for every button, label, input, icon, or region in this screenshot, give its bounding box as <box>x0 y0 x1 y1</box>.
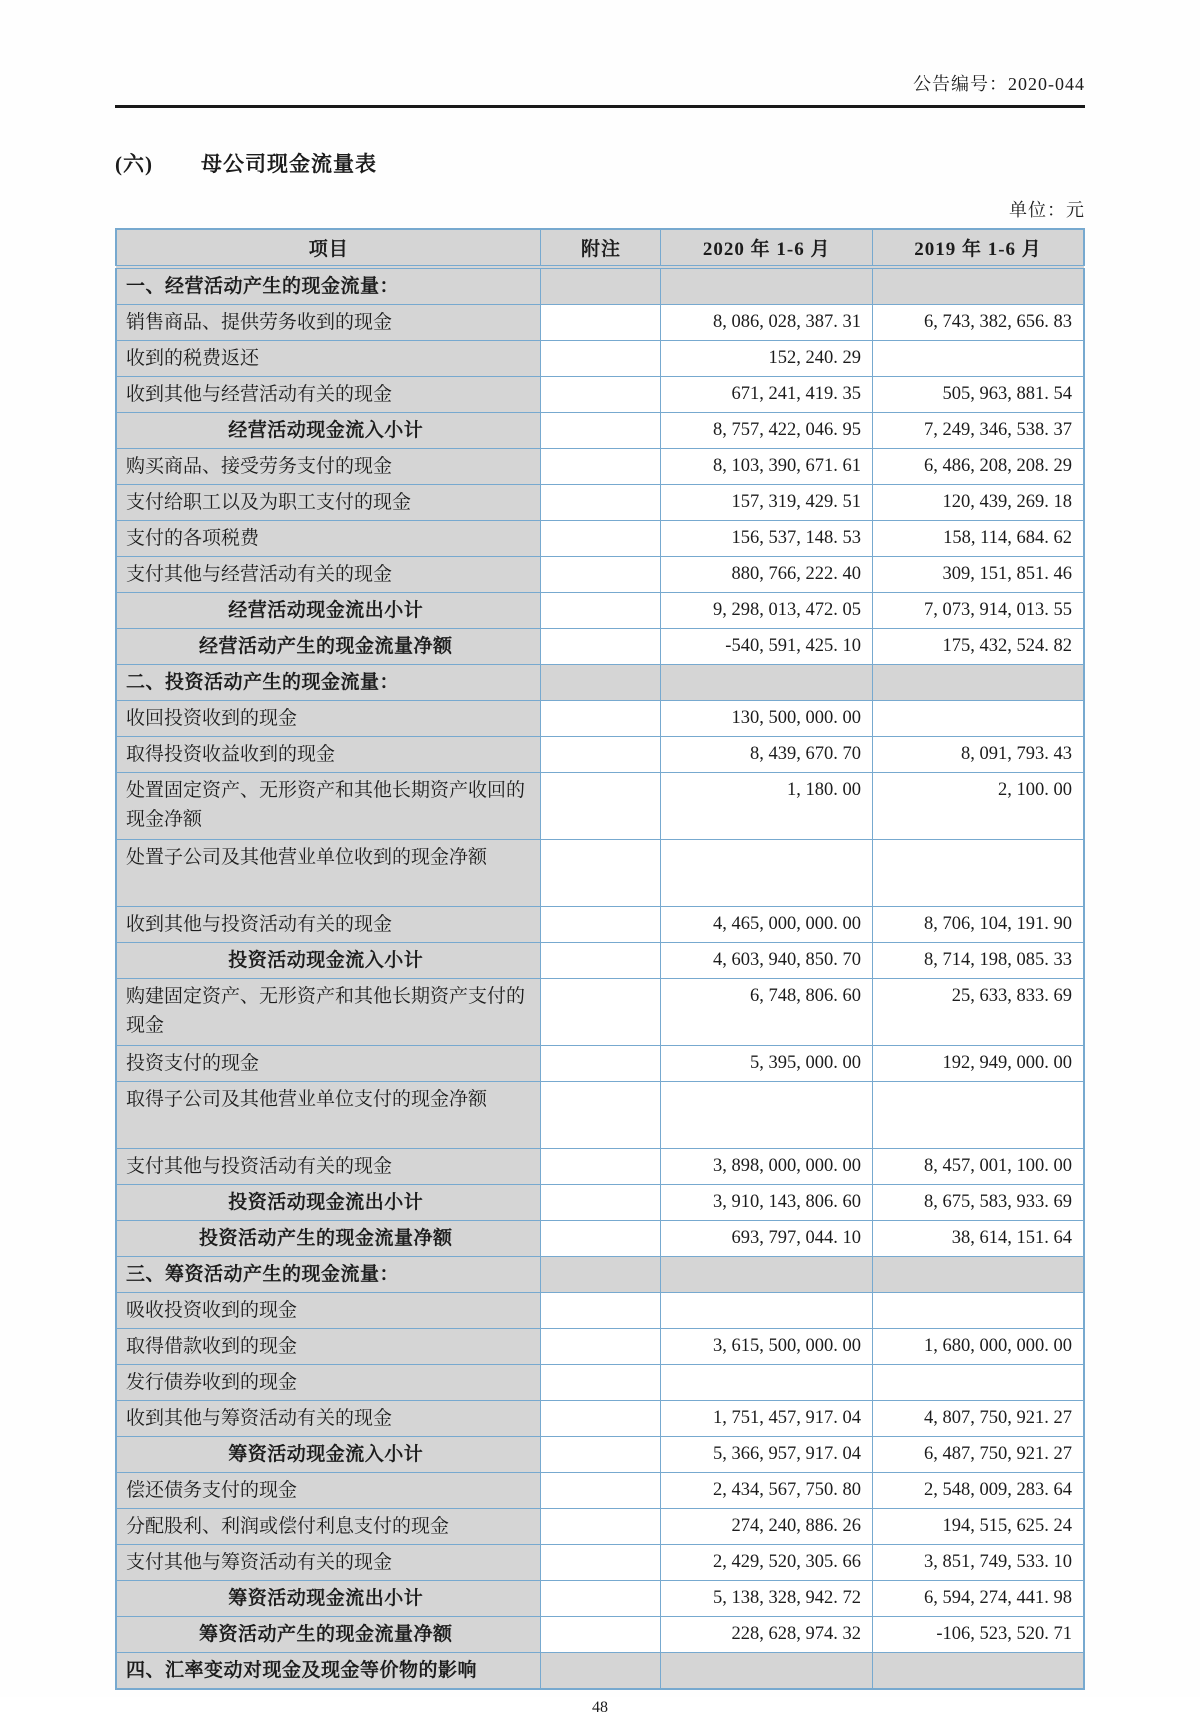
table-row <box>116 665 1084 701</box>
table-row <box>116 341 1084 377</box>
value-2020-cell: 693, 797, 044. 10 <box>661 1221 873 1257</box>
value-2019-cell: 6, 594, 274, 441. 98 <box>872 1581 1084 1617</box>
item-label-cell: 三、筹资活动产生的现金流量： <box>116 1257 541 1293</box>
value-2019-cell: 194, 515, 625. 24 <box>872 1509 1084 1545</box>
note-cell <box>541 267 661 305</box>
table-row <box>116 701 1084 737</box>
table-row <box>116 907 1084 943</box>
value-2019-cell <box>872 1082 1084 1149</box>
table-row <box>116 943 1084 979</box>
value-2019-cell <box>872 1653 1084 1690</box>
note-cell <box>541 1257 661 1293</box>
value-2019-cell <box>872 267 1084 305</box>
item-label-cell: 投资支付的现金 <box>116 1046 541 1082</box>
note-cell <box>541 1185 661 1221</box>
value-2020-cell: 156, 537, 148. 53 <box>661 521 873 557</box>
value-2020-cell: 152, 240. 29 <box>661 341 873 377</box>
announcement-number: 公告编号：2020-044 <box>913 74 1085 94</box>
value-2019-cell: 3, 851, 749, 533. 10 <box>872 1545 1084 1581</box>
table-row <box>116 413 1084 449</box>
value-2019-cell: 1, 680, 000, 000. 00 <box>872 1329 1084 1365</box>
column-header-2020: 2020 年 1-6 月 <box>661 229 873 267</box>
note-cell <box>541 1149 661 1185</box>
note-cell <box>541 413 661 449</box>
table-row <box>116 593 1084 629</box>
table-row <box>116 521 1084 557</box>
table-row <box>116 377 1084 413</box>
note-cell <box>541 1581 661 1617</box>
note-cell <box>541 341 661 377</box>
table-row <box>116 1149 1084 1185</box>
value-2019-cell: 7, 249, 346, 538. 37 <box>872 413 1084 449</box>
item-label-cell: 支付的各项税费 <box>116 521 541 557</box>
note-cell <box>541 1082 661 1149</box>
note-cell <box>541 979 661 1046</box>
value-2019-cell: 175, 432, 524. 82 <box>872 629 1084 665</box>
value-2019-cell <box>872 1365 1084 1401</box>
item-label-cell: 取得借款收到的现金 <box>116 1329 541 1365</box>
page-title: 母公司现金流量表 <box>201 152 377 176</box>
value-2019-cell: 158, 114, 684. 62 <box>872 521 1084 557</box>
value-2020-cell <box>661 1293 873 1329</box>
value-2020-cell: 6, 748, 806. 60 <box>661 979 873 1046</box>
note-cell <box>541 593 661 629</box>
note-cell <box>541 1401 661 1437</box>
table-row <box>116 305 1084 341</box>
value-2019-cell: 8, 675, 583, 933. 69 <box>872 1185 1084 1221</box>
note-cell <box>541 907 661 943</box>
value-2020-cell: 880, 766, 222. 40 <box>661 557 873 593</box>
value-2019-cell: 6, 743, 382, 656. 83 <box>872 305 1084 341</box>
item-label-cell: 筹资活动现金流入小计 <box>116 1437 541 1473</box>
value-2019-cell: 4, 807, 750, 921. 27 <box>872 1401 1084 1437</box>
table-row <box>116 1185 1084 1221</box>
value-2020-cell: 9, 298, 013, 472. 05 <box>661 593 873 629</box>
value-2020-cell: 4, 465, 000, 000. 00 <box>661 907 873 943</box>
item-label-cell: 投资活动现金流出小计 <box>116 1185 541 1221</box>
item-label-cell: 一、经营活动产生的现金流量： <box>116 267 541 305</box>
note-cell <box>541 840 661 907</box>
value-2019-cell: 6, 486, 208, 208. 29 <box>872 449 1084 485</box>
note-cell <box>541 1437 661 1473</box>
section-index: (六) <box>115 152 153 176</box>
item-label-cell: 四、汇率变动对现金及现金等价物的影响 <box>116 1653 541 1690</box>
table-row <box>116 1581 1084 1617</box>
item-label-cell: 经营活动产生的现金流量净额 <box>116 629 541 665</box>
value-2019-cell: -106, 523, 520. 71 <box>872 1617 1084 1653</box>
table-row <box>116 1617 1084 1653</box>
value-2020-cell: 8, 086, 028, 387. 31 <box>661 305 873 341</box>
value-2020-cell: 5, 366, 957, 917. 04 <box>661 1437 873 1473</box>
table-header-row <box>116 229 1084 267</box>
column-header-item: 项目 <box>116 229 541 267</box>
note-cell <box>541 305 661 341</box>
note-cell <box>541 1509 661 1545</box>
note-cell <box>541 485 661 521</box>
value-2020-cell: 671, 241, 419. 35 <box>661 377 873 413</box>
item-label-cell: 取得投资收益收到的现金 <box>116 737 541 773</box>
unit-label: 单位：元 <box>1009 200 1085 220</box>
item-label-cell: 支付给职工以及为职工支付的现金 <box>116 485 541 521</box>
value-2020-cell: 130, 500, 000. 00 <box>661 701 873 737</box>
note-cell <box>541 1046 661 1082</box>
item-label-cell: 投资活动产生的现金流量净额 <box>116 1221 541 1257</box>
note-cell <box>541 1545 661 1581</box>
value-2019-cell <box>872 701 1084 737</box>
value-2020-cell: 8, 439, 670. 70 <box>661 737 873 773</box>
value-2019-cell <box>872 840 1084 907</box>
item-label-cell: 收回投资收到的现金 <box>116 701 541 737</box>
note-cell <box>541 665 661 701</box>
table-row <box>116 1365 1084 1401</box>
value-2019-cell: 505, 963, 881. 54 <box>872 377 1084 413</box>
table-row <box>116 1257 1084 1293</box>
note-cell <box>541 557 661 593</box>
item-label-cell: 处置固定资产、无形资产和其他长期资产收回的现金净额 <box>116 773 541 840</box>
item-label-cell: 分配股利、利润或偿付利息支付的现金 <box>116 1509 541 1545</box>
value-2020-cell: 1, 751, 457, 917. 04 <box>661 1401 873 1437</box>
note-cell <box>541 1653 661 1690</box>
table-row <box>116 979 1084 1046</box>
value-2019-cell: 8, 457, 001, 100. 00 <box>872 1149 1084 1185</box>
note-cell <box>541 1221 661 1257</box>
value-2019-cell: 120, 439, 269. 18 <box>872 485 1084 521</box>
note-cell <box>541 377 661 413</box>
note-cell <box>541 773 661 840</box>
item-label-cell: 发行债券收到的现金 <box>116 1365 541 1401</box>
item-label-cell: 支付其他与经营活动有关的现金 <box>116 557 541 593</box>
item-label-cell: 支付其他与筹资活动有关的现金 <box>116 1545 541 1581</box>
value-2019-cell: 8, 091, 793. 43 <box>872 737 1084 773</box>
table-row <box>116 773 1084 840</box>
table-row <box>116 1082 1084 1149</box>
value-2019-cell <box>872 1257 1084 1293</box>
value-2020-cell: -540, 591, 425. 10 <box>661 629 873 665</box>
value-2020-cell <box>661 840 873 907</box>
item-label-cell: 销售商品、提供劳务收到的现金 <box>116 305 541 341</box>
value-2020-cell <box>661 1082 873 1149</box>
table-row <box>116 1401 1084 1437</box>
item-label-cell: 收到其他与筹资活动有关的现金 <box>116 1401 541 1437</box>
section-title-row <box>115 148 1085 178</box>
item-label-cell: 投资活动现金流入小计 <box>116 943 541 979</box>
note-cell <box>541 521 661 557</box>
item-label-cell: 购买商品、接受劳务支付的现金 <box>116 449 541 485</box>
value-2019-cell <box>872 341 1084 377</box>
item-label-cell: 筹资活动产生的现金流量净额 <box>116 1617 541 1653</box>
table-row <box>116 1221 1084 1257</box>
value-2020-cell: 3, 898, 000, 000. 00 <box>661 1149 873 1185</box>
item-label-cell: 经营活动现金流入小计 <box>116 413 541 449</box>
note-cell <box>541 1365 661 1401</box>
value-2019-cell: 2, 100. 00 <box>872 773 1084 840</box>
value-2020-cell: 2, 434, 567, 750. 80 <box>661 1473 873 1509</box>
note-cell <box>541 701 661 737</box>
item-label-cell: 筹资活动现金流出小计 <box>116 1581 541 1617</box>
table-row <box>116 1473 1084 1509</box>
value-2019-cell: 8, 714, 198, 085. 33 <box>872 943 1084 979</box>
value-2020-cell: 3, 910, 143, 806. 60 <box>661 1185 873 1221</box>
table-row <box>116 1653 1084 1690</box>
value-2019-cell: 25, 633, 833. 69 <box>872 979 1084 1046</box>
table-row <box>116 1509 1084 1545</box>
value-2020-cell <box>661 1653 873 1690</box>
table-row <box>116 840 1084 907</box>
value-2020-cell <box>661 1365 873 1401</box>
page-number: 48 <box>592 1699 608 1716</box>
value-2020-cell: 4, 603, 940, 850. 70 <box>661 943 873 979</box>
item-label-cell: 经营活动现金流出小计 <box>116 593 541 629</box>
item-label-cell: 购建固定资产、无形资产和其他长期资产支付的现金 <box>116 979 541 1046</box>
note-cell <box>541 629 661 665</box>
value-2019-cell: 38, 614, 151. 64 <box>872 1221 1084 1257</box>
item-label-cell: 偿还债务支付的现金 <box>116 1473 541 1509</box>
table-row <box>116 1329 1084 1365</box>
item-label-cell: 取得子公司及其他营业单位支付的现金净额 <box>116 1082 541 1149</box>
note-cell <box>541 1473 661 1509</box>
table-row <box>116 1437 1084 1473</box>
column-header-note: 附注 <box>541 229 661 267</box>
value-2020-cell <box>661 665 873 701</box>
note-cell <box>541 943 661 979</box>
value-2020-cell <box>661 1257 873 1293</box>
table-row <box>116 737 1084 773</box>
table-row <box>116 1046 1084 1082</box>
table-row <box>116 557 1084 593</box>
table-row <box>116 629 1084 665</box>
value-2020-cell <box>661 267 873 305</box>
value-2020-cell: 5, 395, 000. 00 <box>661 1046 873 1082</box>
note-cell <box>541 737 661 773</box>
value-2019-cell: 8, 706, 104, 191. 90 <box>872 907 1084 943</box>
value-2020-cell: 8, 757, 422, 046. 95 <box>661 413 873 449</box>
item-label-cell: 二、投资活动产生的现金流量： <box>116 665 541 701</box>
item-label-cell: 处置子公司及其他营业单位收到的现金净额 <box>116 840 541 907</box>
value-2019-cell <box>872 665 1084 701</box>
value-2020-cell: 8, 103, 390, 671. 61 <box>661 449 873 485</box>
value-2019-cell: 7, 073, 914, 013. 55 <box>872 593 1084 629</box>
value-2019-cell: 2, 548, 009, 283. 64 <box>872 1473 1084 1509</box>
value-2019-cell: 192, 949, 000. 00 <box>872 1046 1084 1082</box>
value-2020-cell: 3, 615, 500, 000. 00 <box>661 1329 873 1365</box>
note-cell <box>541 1293 661 1329</box>
cash-flow-table <box>115 228 1085 1690</box>
value-2020-cell: 1, 180. 00 <box>661 773 873 840</box>
value-2020-cell: 228, 628, 974. 32 <box>661 1617 873 1653</box>
table-row <box>116 1293 1084 1329</box>
note-cell <box>541 449 661 485</box>
value-2019-cell: 309, 151, 851. 46 <box>872 557 1084 593</box>
table-row <box>116 1545 1084 1581</box>
item-label-cell: 收到其他与经营活动有关的现金 <box>116 377 541 413</box>
table-row <box>116 485 1084 521</box>
item-label-cell: 支付其他与投资活动有关的现金 <box>116 1149 541 1185</box>
note-cell <box>541 1329 661 1365</box>
value-2020-cell: 2, 429, 520, 305. 66 <box>661 1545 873 1581</box>
value-2020-cell: 274, 240, 886. 26 <box>661 1509 873 1545</box>
table-row <box>116 449 1084 485</box>
item-label-cell: 吸收投资收到的现金 <box>116 1293 541 1329</box>
item-label-cell: 收到其他与投资活动有关的现金 <box>116 907 541 943</box>
item-label-cell: 收到的税费返还 <box>116 341 541 377</box>
value-2020-cell: 157, 319, 429. 51 <box>661 485 873 521</box>
value-2019-cell <box>872 1293 1084 1329</box>
column-header-2019: 2019 年 1-6 月 <box>872 229 1084 267</box>
note-cell <box>541 1617 661 1653</box>
doc-header <box>115 0 1085 108</box>
table-row <box>116 267 1084 305</box>
value-2019-cell: 6, 487, 750, 921. 27 <box>872 1437 1084 1473</box>
value-2020-cell: 5, 138, 328, 942. 72 <box>661 1581 873 1617</box>
